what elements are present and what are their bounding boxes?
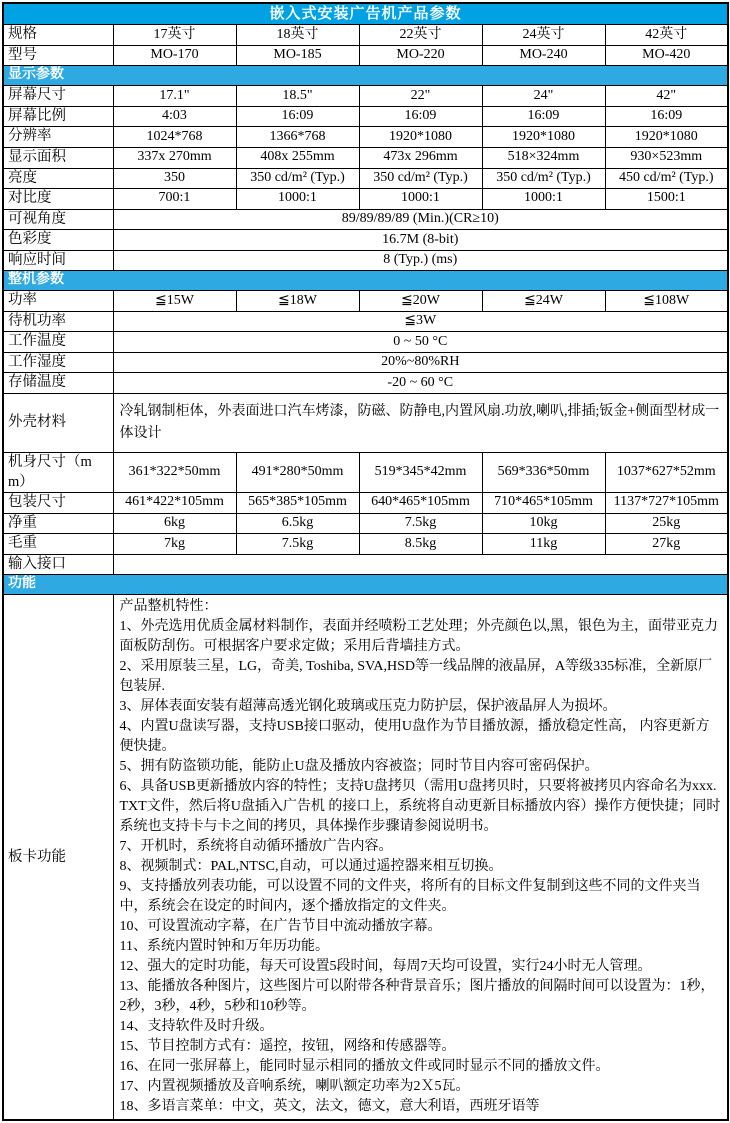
table-row: [3, 127, 728, 148]
span-value-cell: -20 ~ 60 °C: [113, 373, 728, 394]
value-cell: 1024*768: [113, 127, 236, 148]
value-cell: MO-170: [113, 45, 236, 66]
value-cell: 710*465*105mm: [482, 493, 605, 514]
feature-line: 产品整机特性：: [119, 599, 218, 615]
row-label: 工作湿度: [3, 352, 113, 373]
table-row: [3, 373, 728, 394]
value-cell: 22英寸: [359, 25, 482, 46]
feature-line: 6、具备USB更新播放内容的特性；支持U盘拷贝（需用U盘拷贝时，只要将被拷贝内容命名为xxx.TXT文件，然后将U盘插入广告机 的接口上，系统将自动更新目标播放内容）操作方便快捷；同时系统也支持卡与卡之间的拷贝，具体操作步骤请参阅说明书。: [119, 779, 721, 835]
feature-line: 13、能播放各种图片，这些图片可以附带各种背景音乐；图片播放的间隔时间可以设置为：1秒，2秒，3秒，4秒，5秒和10秒等。: [119, 979, 715, 1015]
table-row: [3, 209, 728, 230]
table-row: [3, 554, 728, 575]
feature-lines: [113, 595, 728, 1121]
table-row: [3, 147, 728, 168]
section-header: 显示参数: [3, 66, 728, 86]
value-cell: MO-240: [482, 45, 605, 66]
value-cell: 1000:1: [359, 189, 482, 210]
table-row: [3, 352, 728, 373]
span-value-cell: 8 (Typ.) (ms): [113, 250, 728, 271]
page-title: 嵌入式安装广告机产品参数: [3, 3, 728, 25]
section-header: 整机参数: [3, 271, 728, 291]
value-cell: 519*345*42mm: [359, 453, 482, 493]
value-cell: MO-220: [359, 45, 482, 66]
row-label: 显示面积: [3, 147, 113, 168]
feature-line: 10、可设置流动字幕，在广告节目中流动播放字幕。: [119, 919, 442, 935]
value-cell: ≦15W: [113, 291, 236, 312]
value-cell: ≦20W: [359, 291, 482, 312]
row-label: 亮度: [3, 168, 113, 189]
row-label: 板卡功能: [3, 595, 113, 1121]
value-cell: 16:09: [359, 106, 482, 127]
value-cell: 565*385*105mm: [236, 493, 359, 514]
value-cell: 1037*627*52mm: [605, 453, 728, 493]
value-cell: MO-185: [236, 45, 359, 66]
feature-line: 2、采用原装三星，LG，奇美, Toshiba, SVA,HSD等一线品牌的液晶屏，A等级335标准，全新原厂包装屏.: [119, 659, 713, 695]
spec-size-row: [3, 25, 728, 46]
row-label: 包装尺寸: [3, 493, 113, 514]
feature-line: 4、内置U盘读写器，支持USB接口驱动，使用U盘作为节目播放源，播放稳定性高， 内容更新方便快捷。: [119, 719, 710, 755]
value-cell: 700:1: [113, 189, 236, 210]
row-label: 规格: [3, 25, 113, 46]
span-value-cell: 16.7M (8-bit): [113, 230, 728, 251]
value-cell: 42": [605, 86, 728, 107]
model-row: [3, 45, 728, 66]
row-label: 可视角度: [3, 209, 113, 230]
table-row: [3, 250, 728, 271]
value-cell: 1500:1: [605, 189, 728, 210]
row-label: 屏幕尺寸: [3, 86, 113, 107]
value-cell: 7.5kg: [359, 513, 482, 534]
value-cell: 16:09: [482, 106, 605, 127]
table-row: [3, 291, 728, 312]
value-cell: 518×324mm: [482, 147, 605, 168]
value-cell: 640*465*105mm: [359, 493, 482, 514]
row-label: 屏幕比例: [3, 106, 113, 127]
value-cell: 1000:1: [236, 189, 359, 210]
value-cell: 22": [359, 86, 482, 107]
value-cell: 1920*1080: [482, 127, 605, 148]
table-row: [3, 230, 728, 251]
feature-line: 18、多语言菜单：中文，英文，法文，德文，意大利语，西班牙语等: [119, 1099, 540, 1115]
value-cell: 18.5": [236, 86, 359, 107]
value-cell: 491*280*50mm: [236, 453, 359, 493]
value-cell: 350: [113, 168, 236, 189]
row-label: 输入接口: [3, 554, 113, 575]
row-label: 分辨率: [3, 127, 113, 148]
value-cell: 461*422*105mm: [113, 493, 236, 514]
table-row: [3, 493, 728, 514]
row-label: 响应时间: [3, 250, 113, 271]
value-cell: 11kg: [482, 534, 605, 555]
feature-line: 5、拥有防盗锁功能，能防止U盘及播放内容被盗；同时节目内容可密码保护。: [119, 759, 599, 775]
value-cell: 24": [482, 86, 605, 107]
row-label: 工作温度: [3, 332, 113, 353]
feature-line: 15、节目控制方式有：遥控，按钮，网络和传感器等。: [119, 1039, 456, 1055]
feature-line: 1、外壳选用优质金属材料制作，表面并经喷粉工艺处理；外壳颜色以,黑，银色为主，面带亚克力面板防刮伤。可根据客户要求定做；采用后背墙挂方式。: [119, 619, 718, 655]
span-value-cell: 0 ~ 50 °C: [113, 332, 728, 353]
long-value-cell: 冷轧钢制柜体，外表面进口汽车烤漆，防磁、防静电,内置风扇.功放,喇叭,排插;钣金+侧面型材成一体设计: [113, 394, 728, 453]
section-header-row: [3, 575, 728, 595]
row-label: 存储温度: [3, 373, 113, 394]
value-cell: 24英寸: [482, 25, 605, 46]
value-cell: 450 cd/m² (Typ.): [605, 168, 728, 189]
row-label: 功率: [3, 291, 113, 312]
feature-line: 14、支持软件及时升级。: [119, 1019, 274, 1035]
value-cell: 10kg: [482, 513, 605, 534]
table-title-row: [3, 3, 728, 25]
spec-table: [2, 2, 729, 1121]
feature-line: 3、屏体表面安装有超薄高透光钢化玻璃或压克力防护层，保护液晶屏人为损坏。: [119, 699, 617, 715]
table-row: [3, 189, 728, 210]
value-cell: 25kg: [605, 513, 728, 534]
span-value-cell: ≦3W: [113, 311, 728, 332]
value-cell: 27kg: [605, 534, 728, 555]
row-label: 净重: [3, 513, 113, 534]
section-header: 功能: [3, 575, 728, 595]
value-cell: MO-420: [605, 45, 728, 66]
table-row: [3, 453, 728, 493]
row-label: 外壳材料: [3, 394, 113, 453]
value-cell: 7kg: [113, 534, 236, 555]
table-row: [3, 513, 728, 534]
value-cell: 17.1": [113, 86, 236, 107]
row-label: 毛重: [3, 534, 113, 555]
table-row: [3, 311, 728, 332]
feature-line: 12、强大的定时功能，每天可设置5段时间，每周7天均可设置，实行24小时无人管理。: [119, 959, 652, 975]
feature-line: 9、支持播放列表功能，可以设置不同的文件夹，将所有的目标文件复制到这些不同的文件夹当中，系统会在设定的时间内，逐个播放指定的文件夹。: [119, 879, 701, 915]
value-cell: 1000:1: [482, 189, 605, 210]
value-cell: 350 cd/m² (Typ.): [482, 168, 605, 189]
value-cell: 18英寸: [236, 25, 359, 46]
value-cell: 6kg: [113, 513, 236, 534]
row-label: 待机功率: [3, 311, 113, 332]
feature-line: 7、开机时，系统将自动循环播放广告内容。: [119, 839, 393, 855]
value-cell: 42英寸: [605, 25, 728, 46]
span-value-cell: 89/89/89/89 (Min.)(CR≥10): [113, 209, 728, 230]
value-cell: 16:09: [605, 106, 728, 127]
feature-line: 11、系统内置时钟和万年历功能。: [119, 939, 329, 955]
row-label: 机身尺寸（mm）: [3, 453, 113, 493]
value-cell: ≦24W: [482, 291, 605, 312]
feature-line: 16、在同一张屏幕上，能同时显示相同的播放文件或同时显示不同的播放文件。: [119, 1059, 610, 1075]
table-row: [3, 595, 728, 1121]
table-row: [3, 394, 728, 453]
section-header-row: [3, 66, 728, 86]
row-label: 对比度: [3, 189, 113, 210]
value-cell: 361*322*50mm: [113, 453, 236, 493]
table-row: [3, 106, 728, 127]
value-cell: 17英寸: [113, 25, 236, 46]
value-cell: 337x 270mm: [113, 147, 236, 168]
table-row: [3, 168, 728, 189]
value-cell: 473x 296mm: [359, 147, 482, 168]
row-label: 色彩度: [3, 230, 113, 251]
feature-line: 8、视频制式：PAL,NTSC,自动，可以通过遥控器来相互切换。: [119, 859, 503, 875]
value-cell: 6.5kg: [236, 513, 359, 534]
value-cell: 350 cd/m² (Typ.): [236, 168, 359, 189]
table-row: [3, 86, 728, 107]
table-row: [3, 332, 728, 353]
value-cell: 408x 255mm: [236, 147, 359, 168]
value-cell: ≦18W: [236, 291, 359, 312]
value-cell: 7.5kg: [236, 534, 359, 555]
span-value-cell: [113, 554, 728, 575]
value-cell: 1366*768: [236, 127, 359, 148]
value-cell: 8.5kg: [359, 534, 482, 555]
value-cell: 350 cd/m² (Typ.): [359, 168, 482, 189]
value-cell: ≦108W: [605, 291, 728, 312]
value-cell: 930×523mm: [605, 147, 728, 168]
value-cell: 1137*727*105mm: [605, 493, 728, 514]
value-cell: 1920*1080: [359, 127, 482, 148]
row-label: 型号: [3, 45, 113, 66]
span-value-cell: 20%~80%RH: [113, 352, 728, 373]
table-row: [3, 534, 728, 555]
value-cell: 569*336*50mm: [482, 453, 605, 493]
value-cell: 1920*1080: [605, 127, 728, 148]
value-cell: 4:03: [113, 106, 236, 127]
value-cell: 16:09: [236, 106, 359, 127]
section-header-row: [3, 271, 728, 291]
feature-line: 17、内置视频播放及音响系统，喇叭额定功率为2Ｘ5瓦。: [119, 1079, 470, 1095]
